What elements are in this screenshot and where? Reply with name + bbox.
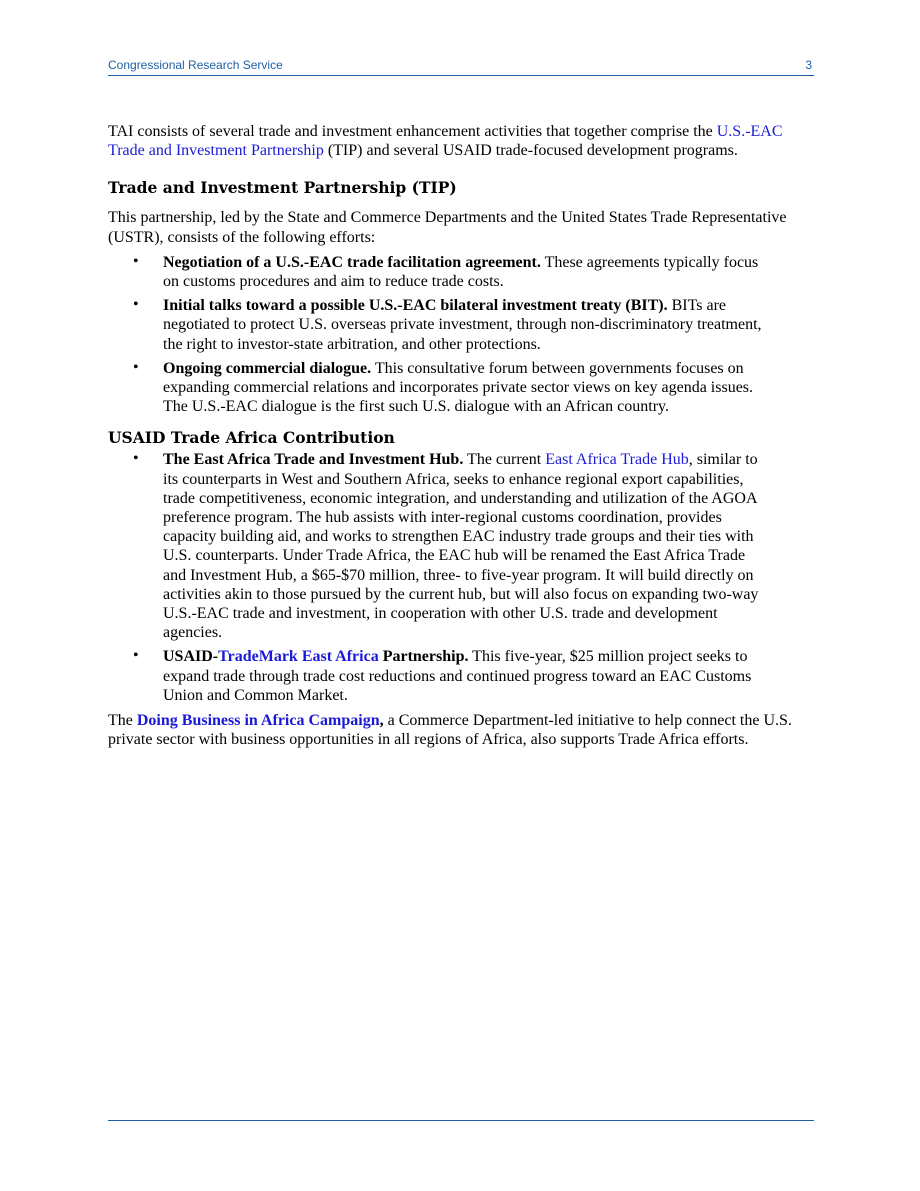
list-item	[108, 253, 763, 291]
bullet-icon: •	[133, 296, 139, 314]
tip-lead-paragraph: This partnership, led by the State and Commerce Departments and the United States Trade Representative (USTR), consists of the following efforts:	[108, 209, 787, 246]
list-item-bold: The East Africa Trade and Investment Hub.	[163, 451, 464, 469]
doing-business-in-africa-link[interactable]: Doing Business in Africa Campaign	[136, 712, 380, 730]
document-body	[108, 122, 814, 749]
intro-paragraph	[108, 122, 814, 160]
bullet-icon: •	[133, 252, 139, 270]
bullet-icon: •	[133, 450, 139, 468]
page-header	[108, 57, 814, 76]
page-number: 3	[805, 58, 812, 72]
list-item-text: This five-year, $25 million project seeks to expand trade through trade cost reductions and continued progress toward an EAC Customs Union and Common Market.	[163, 648, 752, 704]
list-item-text: These agreements typically focus on customs procedures and aim to reduce trade costs.	[163, 253, 759, 291]
bullet-icon: •	[133, 647, 139, 665]
list-item	[108, 296, 763, 354]
tip-link[interactable]: U.S.-EAC Trade and Investment Partnership	[108, 123, 783, 160]
list-item-bold: Ongoing commercial dialogue.	[163, 359, 372, 377]
list-item-bold-after: Partnership.	[378, 648, 469, 666]
list-item-text: This consultative forum between governments focuses on expanding commercial relations and incorporates private sector views on key agenda issues. The U.S.-EAC dialogue is the first such U.S. dialogue with an African country.	[163, 359, 754, 416]
closing-text-before: The	[108, 712, 137, 730]
usaid-heading: USAID Trade Africa Contribution	[108, 428, 395, 448]
closing-text-after: a Commerce Department-led initiative to help connect the U.S. private sector with business opportunities in all regions of Africa, also supports Trade Africa efforts.	[108, 712, 792, 749]
east-africa-trade-hub-link[interactable]: East Africa Trade Hub	[545, 451, 689, 469]
list-item	[108, 359, 763, 417]
list-item	[108, 647, 763, 705]
list-item-text-after: , similar to its counterparts in West and Southern Africa, seeks to enhance regional export capabilities, trade competitiveness, economic integration, and understanding and utilization of the AGOA preference program. The hub assists with inter-regional customs coordination, provides capacity building aid, and works to strengthen EAC industry trade groups and their ties with U.S. counterparts. Under Trade Africa, the EAC hub will be renamed the East Africa Trade and Investment Hub, a $65-$70 million, three- to five-year program. It will build directly on activities akin to those pursued by the current hub, but will also focus on expanding two-way U.S.-EAC trade and investment, in cooperation with other U.S. trade and development agencies.	[163, 451, 759, 642]
closing-paragraph	[108, 711, 814, 749]
intro-text-after: (TIP) and several USAID trade-focused development programs.	[323, 142, 738, 160]
bullet-icon: •	[133, 358, 139, 376]
list-item-text-before: The current	[463, 451, 546, 469]
list-item-text: BITs are negotiated to protect U.S. overseas private investment, through non-discriminatory treatment, the right to investor-state arbitration, and other protections.	[163, 297, 762, 353]
intro-text-before: TAI consists of several trade and investment enhancement activities that together comprise the	[108, 123, 717, 140]
header-org-name: Congressional Research Service	[108, 58, 283, 72]
trademark-east-africa-link[interactable]: TradeMark East Africa	[218, 648, 379, 666]
list-item-bold: Negotiation of a U.S.-EAC trade facilitation agreement.	[163, 253, 541, 271]
footer-divider	[108, 1120, 814, 1121]
list-item-bold: Initial talks toward a possible U.S.-EAC bilateral investment treaty (BIT).	[163, 297, 668, 315]
tip-bullet-list	[108, 253, 814, 417]
usaid-bullet-list	[108, 450, 814, 705]
list-item-bold-before: USAID-	[163, 648, 219, 666]
list-item	[108, 450, 763, 642]
tip-heading: Trade and Investment Partnership (TIP)	[108, 178, 457, 198]
closing-comma: ,	[379, 712, 384, 730]
